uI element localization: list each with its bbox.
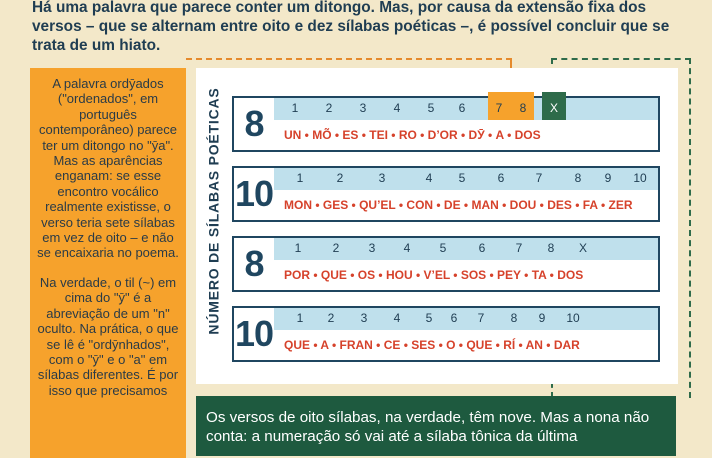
tick: 4: [393, 311, 401, 325]
tick: 7: [495, 101, 503, 115]
tick: 7: [515, 241, 523, 255]
syllable-row: [274, 120, 658, 150]
tick: X: [578, 241, 588, 255]
tick: 7: [477, 311, 485, 325]
tick: 1: [294, 241, 302, 255]
verse-row: [232, 96, 660, 152]
note-box: [196, 396, 676, 456]
tick: 2: [332, 241, 340, 255]
verse-count: 10: [234, 313, 274, 354]
verse-row: [232, 306, 660, 362]
sidebar-paragraph-1: A palavra ordӯados ("ordenados", em português contemporâneo) parece ter um ditongo no "ӯa". Mas as aparências enganam: se esse encontro vocálico realmente existisse, o verso teria sete sílabas em vez de oito – e não se encaixaria no poema.: [37, 76, 179, 261]
tick: 6: [478, 241, 486, 255]
tick: 8: [519, 101, 527, 115]
syllable-number-bar: [274, 308, 658, 330]
uncounted-syllable-highlight: [542, 92, 566, 120]
tick: 1: [296, 171, 304, 185]
tick: 10: [566, 311, 580, 325]
tick: 8: [510, 311, 518, 325]
y-axis-label: NÚMERO DE SÍLABAS POÉTICAS: [206, 87, 222, 335]
verse-syllables: MON • GES • QU’EL • CON • DE • MAN • DOU • DES • FA • ZER: [284, 198, 633, 212]
sidebar-paragraph-2: Na verdade, o til (~) em cima do "ӯ" é a abreviação de um "n" oculto. Na prática, o que se lê é "ordӯnhados", com o "ӯ" e o "a" em sílabas diferentes. É por isso que precisamos: [37, 274, 179, 398]
tick: 2: [327, 311, 335, 325]
hiatus-highlight: [488, 92, 534, 120]
tick: 5: [439, 241, 447, 255]
syllable-number-bar: [274, 238, 658, 260]
verse-row: [232, 236, 660, 292]
syllable-number-bar: [274, 168, 658, 190]
intro-text: Há uma palavra que parece conter um ditongo. Mas, por causa da extensão fixa dos versos – que se alternam entre oito e dez sílabas poéticas –, é possível concluir que se trata de um hiato.: [32, 0, 670, 54]
tick: 6: [497, 171, 505, 185]
tick: 3: [368, 241, 376, 255]
tick: 4: [425, 171, 433, 185]
verse-count: 8: [244, 103, 264, 144]
syllable-row: [274, 190, 658, 220]
tick: 1: [296, 311, 304, 325]
tick: 9: [538, 311, 546, 325]
tick: X: [549, 101, 559, 115]
tick: 10: [633, 171, 647, 185]
tick: 2: [336, 171, 344, 185]
verse-syllables: POR • QUE • OS • HOU • V’EL • SOS • PEY • TA • DOS: [284, 268, 584, 282]
sidebar-explanation: [30, 68, 186, 458]
tick: 2: [325, 101, 333, 115]
note-text: Os versos de oito sílabas, na verdade, têm nove. Mas a nona não conta: a numeração só vai até a sílaba tônica da última: [206, 409, 650, 445]
tick: 9: [604, 171, 612, 185]
tick: 8: [574, 171, 582, 185]
tick: 5: [425, 311, 433, 325]
syllable-number-bar: [274, 98, 658, 120]
verse-count: 8: [244, 243, 264, 284]
syllable-row: [274, 330, 658, 360]
tick: 4: [403, 241, 411, 255]
tick: 8: [547, 241, 555, 255]
syllable-row: [274, 260, 658, 290]
verse-syllables: QUE • A • FRAN • CE • SES • O • QUE • RÍ • AN • DAR: [284, 338, 580, 352]
tick: 5: [458, 171, 466, 185]
verse-count: 10: [234, 173, 274, 214]
tick: 6: [450, 311, 458, 325]
verse-row: [232, 166, 660, 222]
orange-dashed-connector: [186, 58, 512, 68]
tick: 3: [360, 311, 368, 325]
tick: 7: [535, 171, 543, 185]
verse-syllables: UN • MÕ • ES • TEI • RO • D’OR • DӮ • A • DOS: [284, 128, 541, 142]
tick: 1: [291, 101, 299, 115]
tick: 4: [393, 101, 401, 115]
tick: 3: [359, 101, 367, 115]
tick: 3: [378, 171, 386, 185]
tick: 5: [427, 101, 435, 115]
tick: 6: [458, 101, 466, 115]
